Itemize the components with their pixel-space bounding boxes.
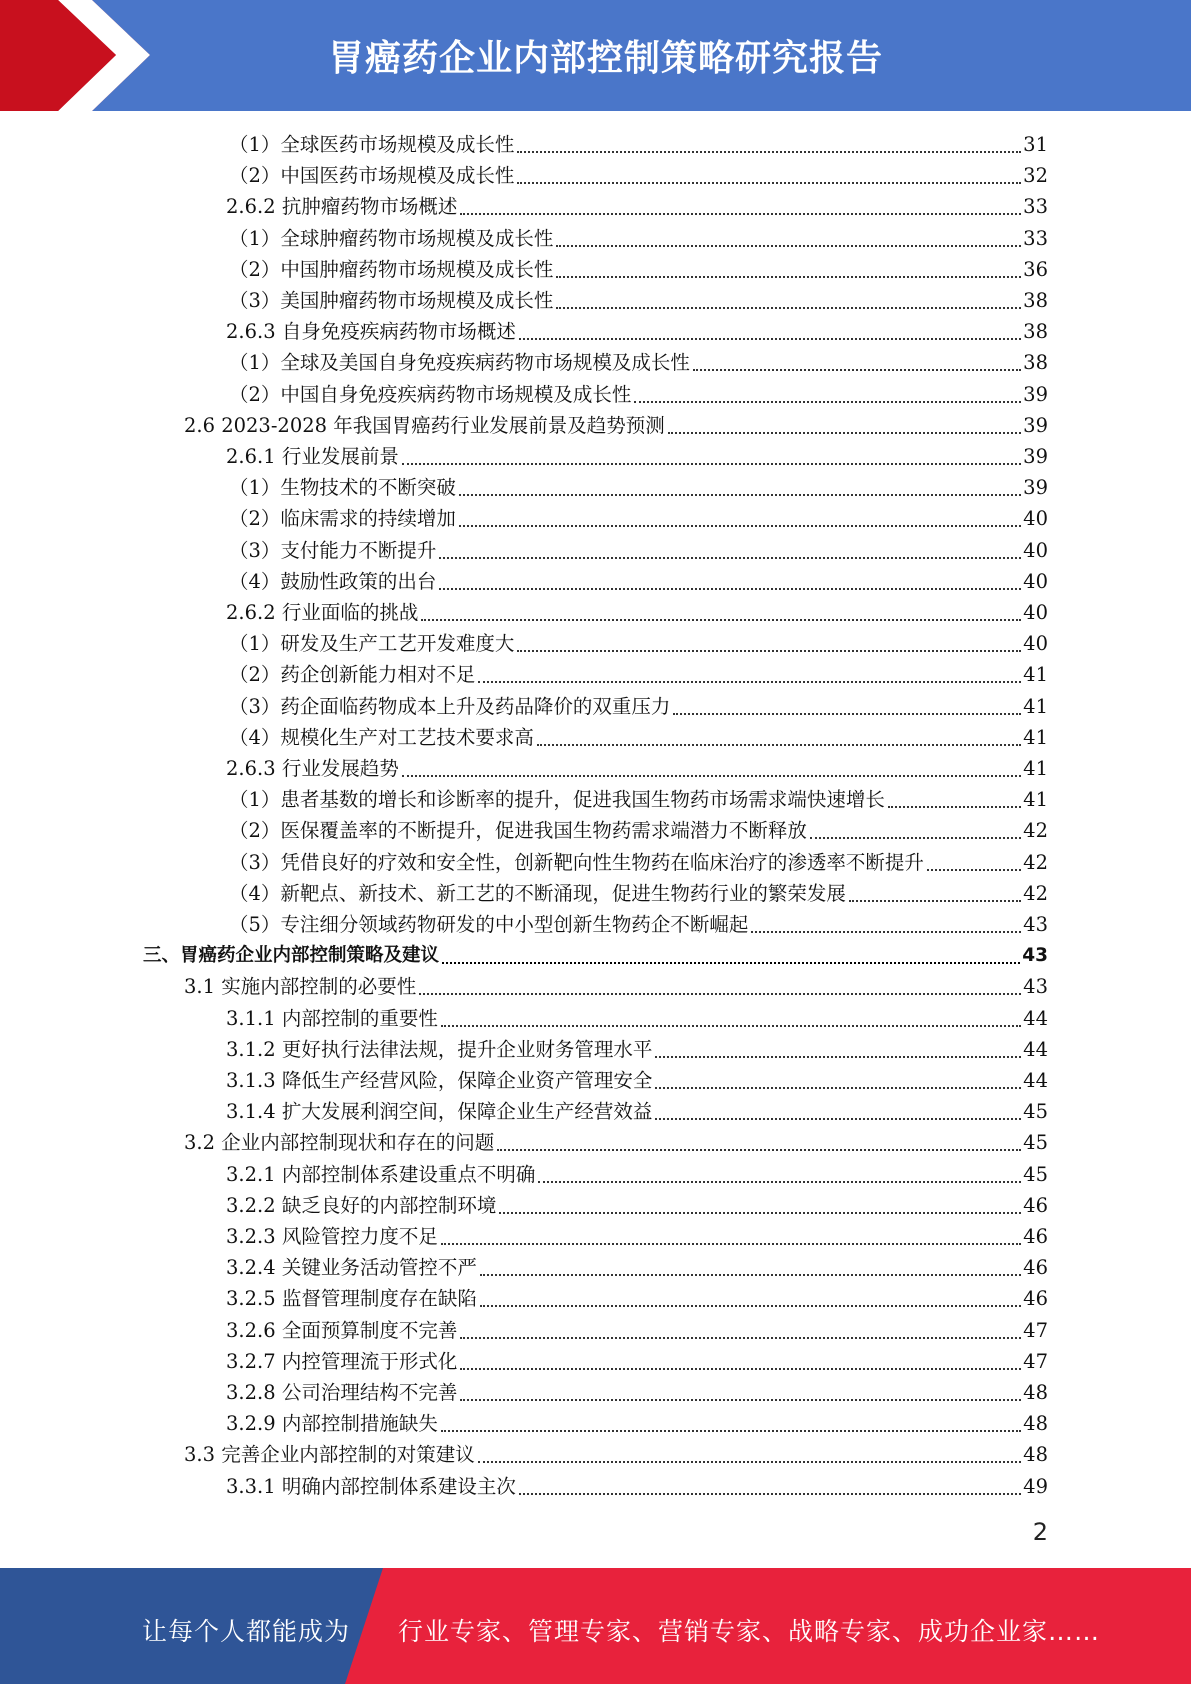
toc-entry-title: 3.1.4 扩大发展利润空间，保障企业生产经营效益 xyxy=(226,1100,653,1124)
toc-entry-title: 3.1 实施内部控制的必要性 xyxy=(184,975,417,999)
toc-entry-title: （1）全球医药市场规模及成长性 xyxy=(229,133,515,156)
toc-entry-page: 47 xyxy=(1023,1318,1048,1342)
toc-entry-title: 3.3.1 明确内部控制体系建设主次 xyxy=(226,1474,516,1498)
toc-dot-leader xyxy=(927,868,1021,871)
toc-dot-leader xyxy=(497,1148,1021,1151)
toc-dot-leader xyxy=(556,244,1021,247)
toc-entry[interactable] xyxy=(226,1281,1048,1312)
toc-dot-leader xyxy=(888,805,1021,808)
toc-dot-leader xyxy=(634,400,1021,403)
toc-entry[interactable] xyxy=(229,689,1048,720)
toc-entry-page: 48 xyxy=(1023,1443,1048,1467)
toc-entry[interactable] xyxy=(229,876,1048,907)
toc-dot-leader xyxy=(517,649,1021,652)
toc-entry[interactable] xyxy=(226,1250,1048,1281)
toc-entry-page: 40 xyxy=(1023,569,1048,593)
toc-entry[interactable] xyxy=(184,408,1048,439)
toc-dot-leader xyxy=(459,524,1021,527)
toc-entry-title: （2）中国医药市场规模及成长性 xyxy=(229,164,515,188)
toc-dot-leader xyxy=(655,1117,1021,1120)
toc-entry-page: 46 xyxy=(1023,1225,1048,1248)
toc-entry-title: （2）临床需求的持续增加 xyxy=(229,507,456,531)
toc-entry-title: （1）患者基数的增长和诊断率的提升，促进我国生物药市场需求端快速增长 xyxy=(229,788,885,812)
toc-entry-page: 36 xyxy=(1023,257,1048,281)
toc-entry-title: 3.2.4 关键业务活动管控不严 xyxy=(226,1256,477,1280)
toc-entry-page: 49 xyxy=(1023,1474,1048,1498)
toc-entry[interactable] xyxy=(229,127,1048,158)
toc-entry-page: 32 xyxy=(1023,164,1048,188)
toc-entry[interactable] xyxy=(226,1032,1048,1063)
page-footer xyxy=(0,1568,1191,1684)
toc-entry[interactable] xyxy=(229,501,1048,532)
toc-entry[interactable] xyxy=(226,1188,1048,1219)
toc-dot-leader xyxy=(537,743,1021,746)
toc-entry[interactable] xyxy=(229,657,1048,688)
toc-entry-page: 46 xyxy=(1023,1256,1048,1280)
toc-entry[interactable] xyxy=(229,564,1048,595)
toc-entry[interactable] xyxy=(229,221,1048,252)
toc-entry[interactable] xyxy=(226,1469,1048,1500)
toc-entry-page: 40 xyxy=(1023,601,1048,624)
toc-entry-page: 40 xyxy=(1023,538,1048,562)
toc-entry-page: 39 xyxy=(1023,382,1048,406)
toc-entry-title: 2.6.3 自身免疫疾病药物市场概述 xyxy=(226,320,516,344)
toc-dot-leader xyxy=(751,930,1021,933)
toc-entry-page: 45 xyxy=(1023,1131,1048,1155)
toc-entry-page: 39 xyxy=(1023,476,1048,500)
toc-entry-title: （2）医保覆盖率的不断提升，促进我国生物药需求端潜力不断释放 xyxy=(229,819,807,843)
toc-dot-leader xyxy=(460,212,1021,215)
toc-dot-leader xyxy=(480,1304,1021,1307)
toc-entry-title: 3.2.6 全面预算制度不完善 xyxy=(226,1318,458,1342)
toc-dot-leader xyxy=(441,1429,1021,1432)
toc-entry-page: 43 xyxy=(1023,913,1048,936)
toc-dot-leader xyxy=(460,1336,1021,1339)
toc-entry-page: 40 xyxy=(1023,632,1048,656)
toc-dot-leader xyxy=(673,712,1021,715)
toc-entry[interactable] xyxy=(226,189,1048,220)
toc-dot-leader xyxy=(693,368,1021,371)
toc-entry[interactable] xyxy=(229,782,1048,813)
toc-entry-title: （3）药企面临药物成本上升及药品降价的双重压力 xyxy=(229,694,671,718)
toc-entry-title: 3.2.9 内部控制措施缺失 xyxy=(226,1412,438,1436)
toc-dot-leader xyxy=(655,1086,1021,1089)
toc-dot-leader xyxy=(556,275,1021,278)
toc-entry-title: 2.6 2023-2028 年我国胃癌药行业发展前景及趋势预测 xyxy=(184,413,665,437)
toc-entry[interactable] xyxy=(143,938,1048,969)
toc-dot-leader xyxy=(478,1460,1021,1463)
toc-entry[interactable] xyxy=(226,1406,1048,1437)
toc-dot-leader xyxy=(460,1367,1021,1370)
toc-dot-leader xyxy=(459,493,1021,496)
toc-entry-page: 41 xyxy=(1023,757,1048,780)
toc-dot-leader xyxy=(519,337,1021,340)
toc-entry[interactable] xyxy=(229,377,1048,408)
toc-entry-title: （2）药企创新能力相对不足 xyxy=(229,663,476,687)
toc-entry-title: 3.2.2 缺乏良好的内部控制环境 xyxy=(226,1193,497,1217)
toc-entry-title: （4）新靶点、新技术、新工艺的不断涌现，促进生物药行业的繁荣发展 xyxy=(229,881,846,905)
toc-entry[interactable] xyxy=(226,1313,1048,1344)
toc-entry-title: 2.6.2 行业面临的挑战 xyxy=(226,601,419,624)
toc-dot-leader xyxy=(480,1273,1021,1276)
toc-entry[interactable] xyxy=(229,252,1048,283)
toc-entry[interactable] xyxy=(184,1125,1048,1156)
toc-entry-title: （4）规模化生产对工艺技术要求高 xyxy=(229,725,534,749)
toc-entry-title: 3.1.1 内部控制的重要性 xyxy=(226,1006,438,1030)
toc-entry-page: 40 xyxy=(1023,507,1048,531)
toc-entry-title: 3.2 企业内部控制现状和存在的问题 xyxy=(184,1131,495,1155)
toc-entry[interactable] xyxy=(229,813,1048,844)
toc-entry-page: 33 xyxy=(1023,226,1048,250)
toc-entry[interactable] xyxy=(229,720,1048,751)
toc-entry-title: （2）中国肿瘤药物市场规模及成长性 xyxy=(229,257,554,281)
toc-dot-leader xyxy=(419,992,1021,995)
toc-entry-page: 46 xyxy=(1023,1193,1048,1217)
toc-entry-title: （1）生物技术的不断突破 xyxy=(229,476,456,500)
toc-entry-title: 3.2.1 内部控制体系建设重点不明确 xyxy=(226,1162,536,1186)
page-number: 2 xyxy=(1032,1518,1048,1546)
toc-entry-page: 48 xyxy=(1023,1412,1048,1436)
toc-entry-title: （1）全球及美国自身免疫疾病药物市场规模及成长性 xyxy=(229,351,690,375)
toc-entry-page: 44 xyxy=(1023,1037,1048,1061)
toc-entry-title: 2.6.2 抗肿瘤药物市场概述 xyxy=(226,195,458,219)
toc-dot-leader xyxy=(478,680,1021,683)
toc-entry-title: 三、胃癌药企业内部控制策略及建议 xyxy=(143,945,440,967)
toc-dot-leader xyxy=(668,431,1021,434)
toc-entry-page: 43 xyxy=(1023,975,1048,999)
toc-entry-page: 38 xyxy=(1023,289,1048,312)
toc-entry-page: 45 xyxy=(1023,1100,1048,1124)
toc-dot-leader xyxy=(421,618,1021,621)
toc-entry-title: （1）全球肿瘤药物市场规模及成长性 xyxy=(229,226,554,250)
toc-entry-page: 45 xyxy=(1023,1162,1048,1186)
toc-entry-title: 3.2.3 风险管控力度不足 xyxy=(226,1225,438,1248)
toc-entry-page: 39 xyxy=(1023,413,1048,437)
toc-entry-title: （3）凭借良好的疗效和安全性，创新靶向性生物药在临床治疗的渗透率不断提升 xyxy=(229,850,924,874)
toc-entry-page: 44 xyxy=(1023,1006,1048,1030)
toc-dot-leader xyxy=(441,1242,1021,1245)
toc-entry[interactable] xyxy=(226,1375,1048,1406)
toc-entry-title: 3.3 完善企业内部控制的对策建议 xyxy=(184,1443,475,1467)
toc-entry[interactable] xyxy=(229,845,1048,876)
toc-entry-page: 48 xyxy=(1023,1381,1048,1404)
toc-dot-leader xyxy=(810,836,1021,839)
toc-entry-title: 2.6.1 行业发展前景 xyxy=(226,445,399,468)
toc-entry-page: 44 xyxy=(1023,1069,1048,1092)
toc-entry-page: 43 xyxy=(1022,945,1048,967)
toc-entry[interactable] xyxy=(226,1001,1048,1032)
toc-dot-leader xyxy=(849,899,1021,902)
toc-dot-leader xyxy=(442,961,1020,964)
toc-dot-leader xyxy=(517,150,1021,153)
toc-entry-page: 31 xyxy=(1023,133,1048,156)
toc-entry-page: 47 xyxy=(1023,1349,1048,1373)
toc-entry[interactable] xyxy=(226,1344,1048,1375)
toc-entry[interactable] xyxy=(226,1063,1048,1094)
toc-entry[interactable] xyxy=(226,439,1048,470)
toc-entry-page: 41 xyxy=(1023,694,1048,718)
toc-dot-leader xyxy=(519,1492,1021,1495)
toc-entry-title: （1）研发及生产工艺开发难度大 xyxy=(229,632,515,656)
toc-entry-page: 38 xyxy=(1023,320,1048,344)
toc-entry[interactable] xyxy=(229,283,1048,314)
toc-entry-title: 2.6.3 行业发展趋势 xyxy=(226,757,399,780)
footer-slogan-right: 行业专家、管理专家、营销专家、战略专家、成功企业家…… xyxy=(398,1617,1101,1646)
toc-entry-page: 41 xyxy=(1023,725,1048,749)
toc-entry[interactable] xyxy=(229,345,1048,376)
toc-entry-title: （3）美国肿瘤药物市场规模及成长性 xyxy=(229,289,554,312)
footer-slogan-left: 让每个人都能成为 xyxy=(142,1617,351,1646)
toc-entry[interactable] xyxy=(229,158,1048,189)
toc-dot-leader xyxy=(441,1024,1021,1027)
toc-entry[interactable] xyxy=(229,470,1048,501)
toc-entry-page: 46 xyxy=(1023,1287,1048,1311)
report-title: 胃癌药企业内部控制策略研究报告 xyxy=(327,38,883,79)
toc-entry-page: 33 xyxy=(1023,195,1048,219)
toc-entry-page: 42 xyxy=(1023,850,1048,874)
toc-dot-leader xyxy=(402,774,1021,777)
toc-entry-title: （2）中国自身免疫疾病药物市场规模及成长性 xyxy=(229,382,632,406)
toc-entry[interactable] xyxy=(184,969,1048,1000)
toc-entry-title: 3.2.5 监督管理制度存在缺陷 xyxy=(226,1287,477,1311)
toc-dot-leader xyxy=(439,556,1021,559)
toc-entry[interactable] xyxy=(229,626,1048,657)
toc-entry-title: 3.1.3 降低生产经营风险，保障企业资产管理安全 xyxy=(226,1069,653,1092)
toc-entry-page: 41 xyxy=(1023,788,1048,812)
toc-entry-title: 3.1.2 更好执行法律法规，提升企业财务管理水平 xyxy=(226,1037,653,1061)
page-header xyxy=(0,0,1191,111)
toc-dot-leader xyxy=(517,181,1021,184)
toc-entry-page: 39 xyxy=(1023,445,1048,468)
toc-entry[interactable] xyxy=(226,751,1048,782)
toc-entry-title: （5）专注细分领域药物研发的中小型创新生物药企不断崛起 xyxy=(229,913,749,936)
toc-entry-page: 38 xyxy=(1023,351,1048,375)
toc-entry-page: 42 xyxy=(1023,881,1048,905)
toc-entry-title: （4）鼓励性政策的出台 xyxy=(229,569,437,593)
toc-dot-leader xyxy=(439,587,1021,590)
toc-entry[interactable] xyxy=(226,1219,1048,1250)
toc-entry-page: 41 xyxy=(1023,663,1048,687)
toc-entry[interactable] xyxy=(226,1094,1048,1125)
toc-entry-title: 3.2.7 内控管理流于形式化 xyxy=(226,1349,458,1373)
toc-entry-title: 3.2.8 公司治理结构不完善 xyxy=(226,1381,458,1404)
toc-entry[interactable] xyxy=(229,907,1048,938)
toc-entry-page: 42 xyxy=(1023,819,1048,843)
toc-dot-leader xyxy=(655,1055,1021,1058)
toc-entry-title: （3）支付能力不断提升 xyxy=(229,538,437,562)
toc-entry[interactable] xyxy=(226,1157,1048,1188)
toc-dot-leader xyxy=(402,462,1021,465)
toc-entry[interactable] xyxy=(229,533,1048,564)
toc-dot-leader xyxy=(460,1398,1021,1401)
toc-dot-leader xyxy=(538,1180,1021,1183)
toc-dot-leader xyxy=(499,1211,1021,1214)
toc-entry[interactable] xyxy=(184,1437,1048,1468)
toc-entry[interactable] xyxy=(226,314,1048,345)
toc-entry[interactable] xyxy=(226,595,1048,626)
toc-dot-leader xyxy=(556,306,1021,309)
